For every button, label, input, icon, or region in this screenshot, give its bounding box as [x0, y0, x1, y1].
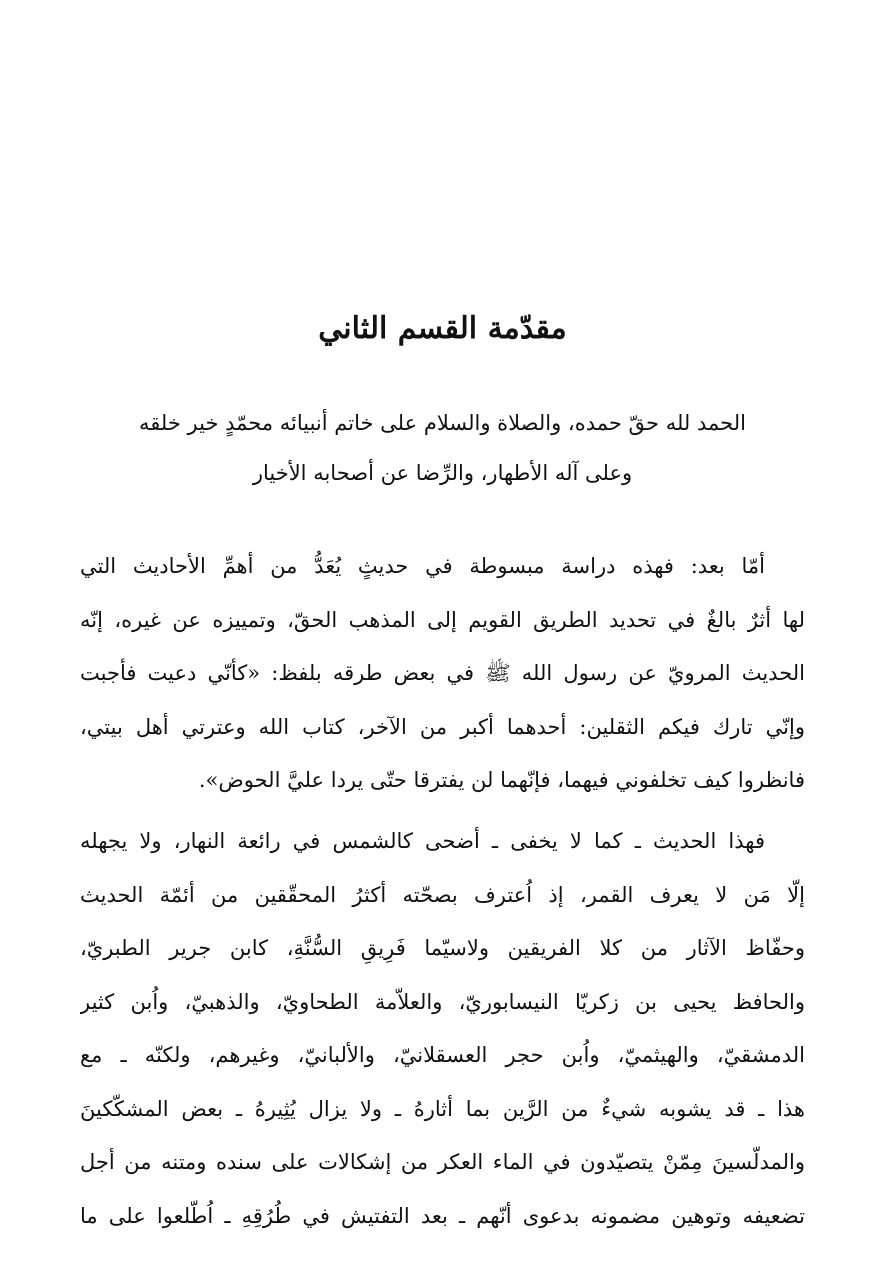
paragraph-line: أمّا بعد: فهذه دراسة مبسوطة في حديثٍ يُعَدُّ من أهمِّ الأحاديث التي — [80, 554, 765, 578]
paragraph-line: والحافظ يحيى بن زكريّا النيسابوريّ، والعلاّمة الطحاويّ، والذهبيّ، واُبن كثير — [80, 989, 805, 1014]
paragraph-line: إلّا مَن لا يعرف القمر، إذ اُعترف بصحّته أكثرُ المحقّقين من أئمّة الحديث — [80, 882, 805, 907]
paragraph-line: وإنّي تارك فيكم الثقلين: أحدهما أكبر من الآخر، كتاب الله وعترتي أهل بيتي، — [80, 714, 805, 739]
paragraph-line: تضعيفه وتوهين مضمونه بدعوى أنّهم ـ بعد التفتيش في طُرُقِهِ ـ اُطّلعوا على ما — [80, 1203, 805, 1228]
paragraph-line: الحديث المرويّ عن رسول الله ﷺ في بعض طرقه بلفظ: «كأنّي دعيت فأجبت — [80, 661, 805, 685]
paragraph-1 — [80, 540, 805, 808]
intro-line: الحمد لله حقّ حمده، والصلاة والسلام على خاتم أنبيائه محمّدٍ خير خلقه — [139, 411, 746, 435]
paragraph-line: لها أثرٌ بالغٌ في تحديد الطريق القويم إلى المذهب الحقّ، وتمييزه عن غيره، إنّه — [80, 607, 805, 632]
intro-line: وعلى آله الأطهار، والرِّضا عن أصحابه الأخيار — [252, 461, 633, 485]
paragraph-2 — [80, 815, 805, 1243]
page-title: مقدّمة القسم الثاني — [318, 311, 567, 346]
document-page — [80, 0, 805, 1271]
paragraph-line: فانظروا كيف تخلفوني فيهما، فإنّهما لن يفترقا حتّى يردا عليَّ الحوض». — [198, 768, 805, 792]
paragraph-line: الدمشقيّ، والهيثميّ، واُبن حجر العسقلانيّ، والألبانيّ، وغيرهم، ولكنّه ـ مع — [80, 1043, 805, 1067]
paragraph-line: هذا ـ قد يشوبه شيءٌ من الرَّين بما أثارهُ ـ ولا يزال يُثِيرهُ ـ بعض المشكّكينَ — [80, 1096, 805, 1121]
paragraph-line: فهذا الحديث ـ كما لا يخفى ـ أضحى كالشمس في رائعة النهار، ولا يجهله — [80, 829, 765, 853]
paragraph-line: والمدلّسينَ مِمّنْ يتصيّدون في الماء العكر من إشكالات على سنده ومتنه من أجل — [80, 1150, 805, 1174]
paragraph-line: وحفّاظ الآثار من كلا الفريقين ولاسيّما فَرِيقِ السُّنَّةِ، كابن جرير الطبريّ، — [80, 936, 805, 960]
intro-invocation — [80, 398, 805, 498]
